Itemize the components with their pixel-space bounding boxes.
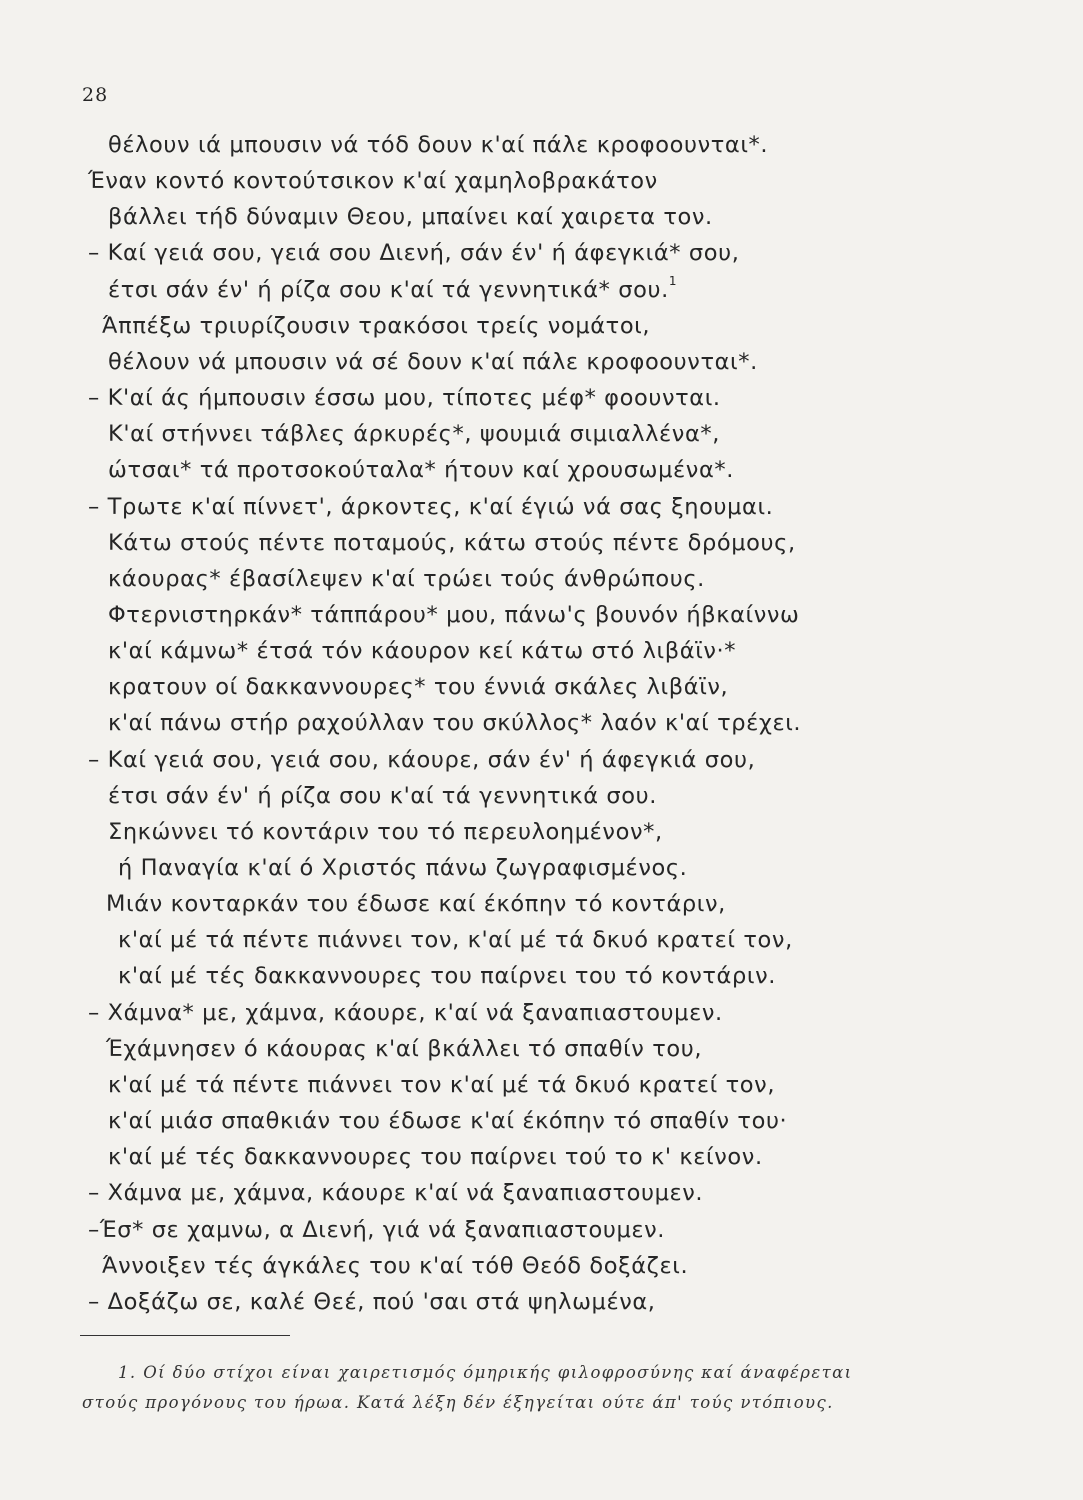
poem-line-text: – Δοξάζω σε, καλέ Θεέ, πού 'σαι στά ψηλωμένα, — [88, 1288, 656, 1315]
poem-line — [108, 423, 720, 446]
poem-line — [108, 601, 800, 628]
poem-line — [108, 348, 758, 375]
poem-line — [108, 459, 734, 482]
poem-line — [108, 273, 678, 303]
poem-line-text: κρατουν οί δακκαννουρες* του έννιά σκάλες λιβάϊν, — [108, 674, 729, 701]
page-number: 28 — [82, 84, 109, 106]
poem-line-text: – Χάμνα* με, χάμνα, κάουρε, κ'αί νά ξαναπιαστουμεν. — [88, 999, 723, 1026]
poem-line — [108, 134, 768, 157]
poem-line-text: κ'αί μιάσ σπαθκιάν του έδωσε κ'αί έκόπην τό σπαθίν του· — [108, 1108, 788, 1135]
poem-line-text: Φτερνιστηρκάν* τάππάρου* μου, πάνω'ς βουνόν ήβκαίννω — [108, 601, 800, 628]
footnote-line-1: 1. Οί δύο στίχοι είναι χαιρετισμός όμηρικής φιλοφροσύνης καί άναφέρεται — [118, 1363, 853, 1382]
poem-line — [108, 565, 705, 592]
poem-line — [108, 818, 663, 845]
poem-line-text: Έναν κοντό κοντούτσικον κ'αί χαμηλοβρακάτον — [88, 168, 658, 195]
poem-line-text: θέλουν ιά μπουσιν νά τόδ δουν κ'αί πάλε κροφοουνται*. — [108, 132, 769, 158]
footnote-line-2: στούς προγόνους του ήρωα. Κατά λέξη δέν έξηγείται ούτε άπ' τούς ντόπιους. — [82, 1393, 834, 1412]
footnote-divider — [80, 1335, 290, 1336]
poem-line-text: – Τρωτε κ'αί πίννετ', άρκοντες, κ'αί έγιώ νά σας ξηουμαι. — [88, 493, 774, 520]
poem-line — [108, 712, 801, 735]
poem-line — [108, 1071, 776, 1098]
poem-line — [106, 893, 726, 916]
poem-line — [102, 1252, 689, 1279]
poem-line-text: Μιάν κονταρκάν του έδωσε καί έκόπην τό κοντάριν, — [106, 891, 726, 918]
poem-line — [108, 676, 728, 699]
poem-line-text: κ'αί μέ τές δακκαννουρες του παίρνει του τό κοντάριν. — [118, 963, 776, 990]
poem-line-text: κ'αί μέ τά πέντε πιάννει τον, κ'αί μέ τά δκυό κρατεί τον, — [118, 927, 793, 954]
footnote-marker: 1 — [668, 273, 678, 288]
poem-line — [88, 493, 774, 520]
poem-line-text: κάουρας* έβασίλεψεν κ'αί τρώει τούς άνθρώπους. — [108, 565, 705, 592]
poem-line-text: Σηκώννει τό κοντάριν του τό περευλοημένον*, — [108, 818, 663, 845]
poem-line — [106, 1035, 703, 1062]
poem-line-text: έτσι σάν έν' ή ρίζα σου κ'αί τά γεννητικά σου. — [108, 782, 657, 809]
poem-line-text: βάλλει τήδ δύναμιν Θεου, μπαίνει καί χαιρετα τον. — [108, 204, 713, 231]
poem-line-text: κ'αί μέ τά πέντε πιάννει τον κ'αί μέ τά δκυό κρατεί τον, — [108, 1071, 776, 1098]
poem-line — [118, 857, 687, 880]
poem-line-text: κ'αί μέ τές δακκαννουρες του παίρνει τού το κ' κείνον. — [108, 1144, 763, 1171]
poem-line-text: – Καί γειά σου, γειά σου Διενή, σάν έν' ή άφεγκιά* σου, — [88, 240, 740, 267]
poem-line-text: – Κ'αί άς ήμπουσιν έσσω μου, τίποτες μέφ* φοουνται. — [88, 385, 721, 412]
poem-line-text: έτσι σάν έν' ή ρίζα σου κ'αί τά γεννητικά* σου. — [108, 276, 669, 303]
poem-line — [88, 1288, 656, 1315]
poem-line — [102, 312, 651, 339]
poem-line — [108, 529, 796, 556]
poem-line — [88, 1182, 703, 1205]
poem-line — [88, 387, 721, 410]
poem-line — [88, 746, 756, 773]
poem-line-text: ώτσαι* τά προτσοκούταλα* ήτουν καί χρουσωμένα*. — [108, 457, 734, 484]
poem-line-text: –Έσ* σε χαμνω, α Διενή, γιά νά ξαναπιαστουμεν. — [88, 1216, 666, 1243]
poem-line — [108, 782, 657, 809]
poem-line-text: – Χάμνα με, χάμνα, κάουρε κ'αί νά ξαναπιαστουμεν. — [88, 1180, 704, 1207]
poem-line — [88, 999, 723, 1026]
poem-line-text: Άππέξω τριυρίζουσιν τρακόσοι τρείς νομάτοι, — [102, 312, 651, 339]
poem-line — [108, 1146, 763, 1169]
poem-line-text: κ'αί κάμνω* έτσά τόν κάουρον κεί κάτω στό λιβάϊν·* — [108, 638, 737, 665]
poem-line-text: Κάτω στούς πέντε ποταμούς, κάτω στούς πέντε δρόμους, — [108, 529, 796, 556]
poem-line — [108, 1110, 787, 1133]
poem-line-text: κ'αί πάνω στήρ ραχούλλαν του σκύλλος* λαόν κ'αί τρέχει. — [108, 710, 802, 737]
poem-line — [118, 929, 793, 952]
poem-line-text: Έχάμνησεν ό κάουρας κ'αί βκάλλει τό σπαθίν του, — [106, 1035, 703, 1062]
poem-line-text: ή Παναγία κ'αί ό Χριστός πάνω ζωγραφισμένος. — [118, 855, 688, 881]
poem-line-text: Άννοιξεν τές άγκάλες του κ'αί τόθ Θεόδ δοξάζει. — [102, 1252, 689, 1279]
poem-line — [118, 965, 776, 988]
poem-line — [88, 242, 740, 265]
poem-line-text: – Καί γειά σου, γειά σου, κάουρε, σάν έν' ή άφεγκιά σου, — [88, 746, 756, 773]
poem-line-text: Κ'αί στήννει τάβλες άρκυρές*, ψουμιά σιμιαλλένα*, — [108, 421, 721, 448]
poem-line — [88, 170, 658, 193]
poem-line-text: θέλουν νά μπουσιν νά σέ δουν κ'αί πάλε κροφοουνται*. — [108, 348, 758, 375]
poem-line — [88, 1216, 666, 1243]
poem-line — [108, 640, 736, 663]
poem-line — [108, 206, 713, 229]
